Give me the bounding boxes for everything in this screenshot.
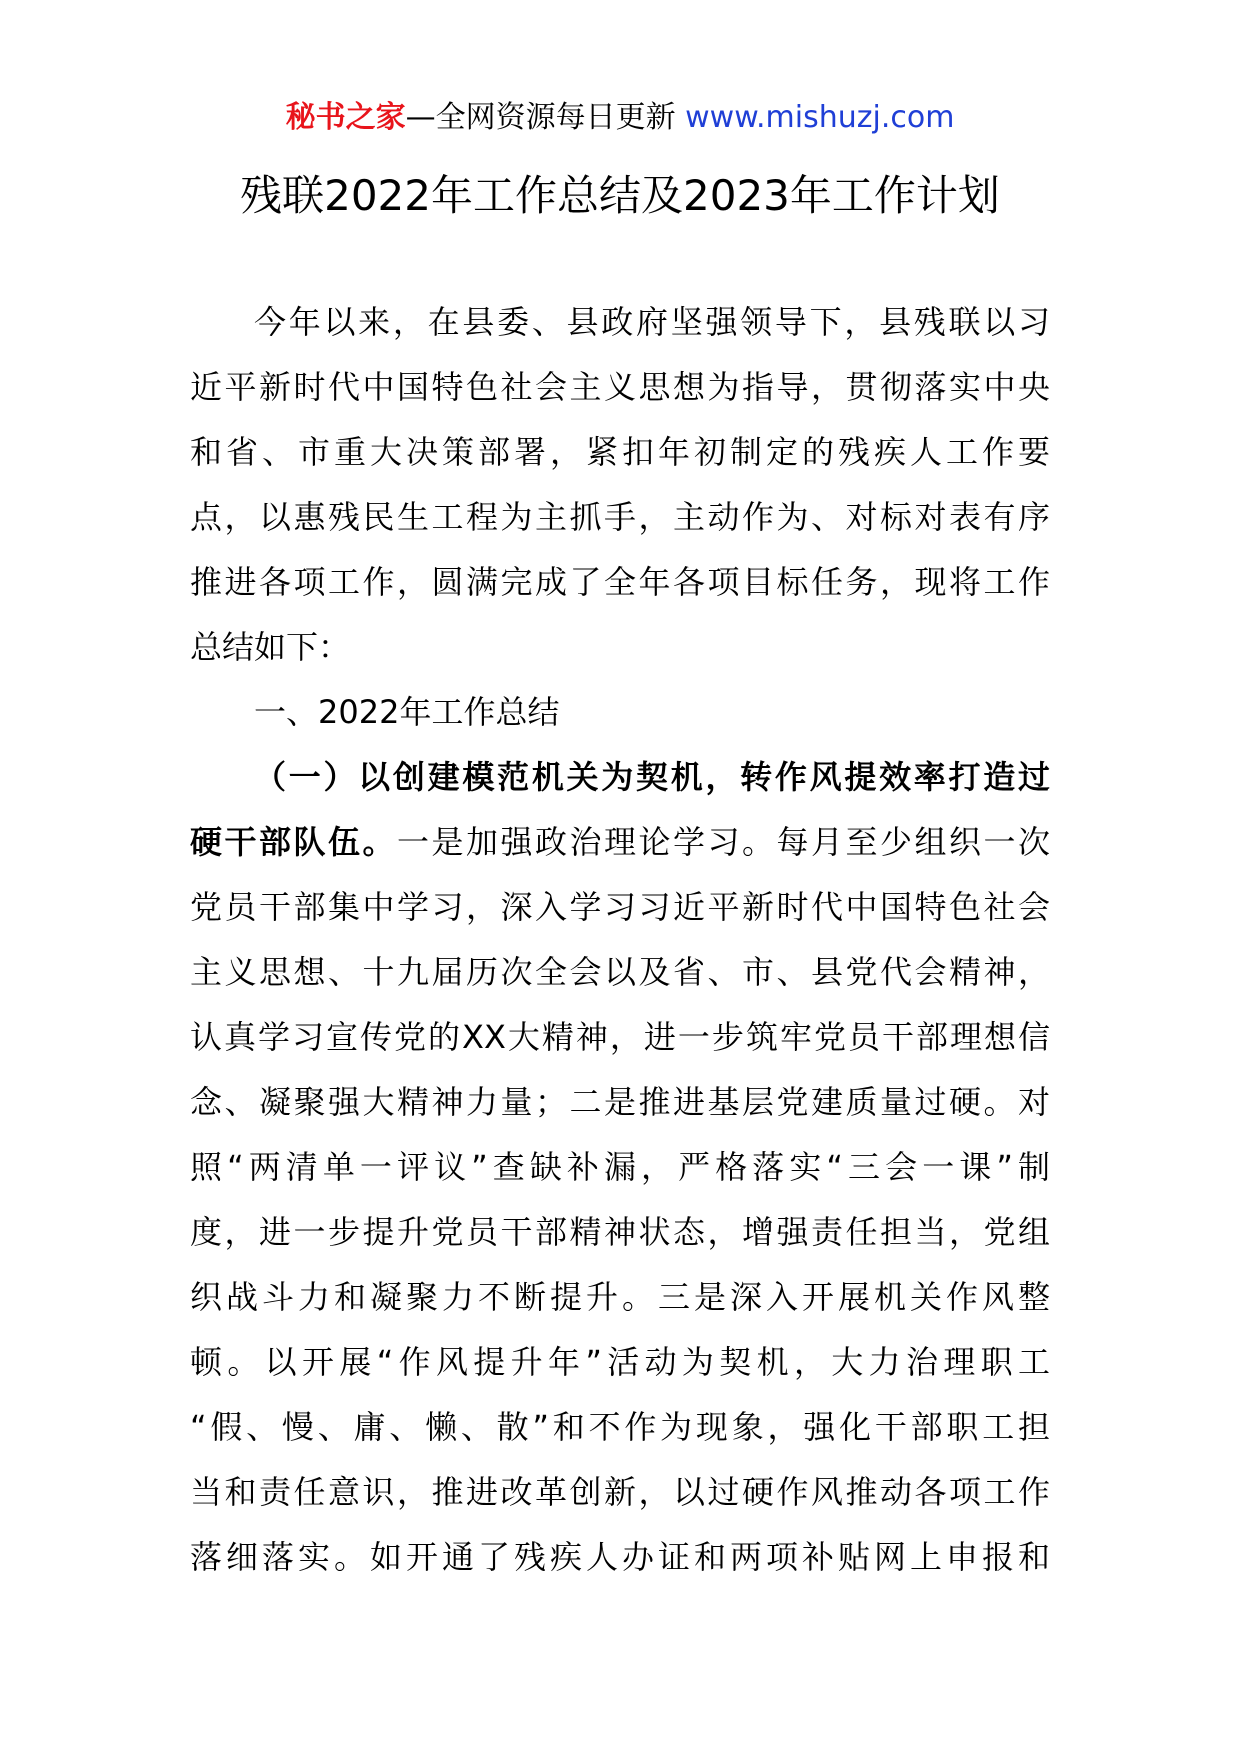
- document-title: 残联2022年工作总结及2023年工作计划: [240, 171, 1000, 220]
- site-header: [0, 98, 1240, 138]
- paragraph-line: 推进各项工作，圆满完成了全年各项目标任务，现将工作: [190, 563, 1050, 601]
- paragraph-line: “假、慢、庸、懒、散”和不作为现象，强化干部职工担: [190, 1408, 1050, 1446]
- paragraph-line: 和省、市重大决策部署，紧扣年初制定的残疾人工作要: [190, 433, 1050, 471]
- paragraph-line: 总结如下：: [190, 628, 351, 666]
- document-body: [190, 290, 1050, 1590]
- site-brand: 秘书之家: [285, 100, 406, 135]
- paragraph-line: 认真学习宣传党的XX大精神，进一步筑牢党员干部理想信: [190, 1018, 1050, 1056]
- paragraph-line: 度，进一步提升党员干部精神状态，增强责任担当，党组: [190, 1213, 1050, 1251]
- paragraph-line: 念、凝聚强大精神力量；二是推进基层党建质量过硬。对: [190, 1083, 1050, 1121]
- subsection-heading-end: 硬干部队伍。: [190, 823, 397, 861]
- paragraph-line: 近平新时代中国特色社会主义思想为指导，贯彻落实中央: [190, 368, 1050, 406]
- site-tagline: —全网资源每日更新: [405, 100, 686, 135]
- paragraph-line: 当和责任意识，推进改革创新，以过硬作风推动各项工作: [190, 1473, 1050, 1511]
- paragraph-line: 顿。以开展“作风提升年”活动为契机，大力治理职工: [190, 1343, 1050, 1381]
- paragraph-line: 落细落实。如开通了残疾人办证和两项补贴网上申报和: [190, 1538, 1050, 1576]
- paragraph-line: 今年以来，在县委、县政府坚强领导下，县残联以习: [254, 303, 1050, 341]
- paragraph-text: 一是加强政治理论学习。每月至少组织一次: [397, 823, 1050, 861]
- section-heading: 一、2022年工作总结: [254, 693, 560, 731]
- site-url-link[interactable]: www.mishuzj.com: [685, 100, 955, 135]
- paragraph-line: [190, 810, 1050, 875]
- paragraph-line: 党员干部集中学习，深入学习习近平新时代中国特色社会: [190, 888, 1050, 926]
- paragraph-line: 照“两清单一评议”查缺补漏，严格落实“三会一课”制: [190, 1148, 1050, 1186]
- paragraph-line: 织战斗力和凝聚力不断提升。三是深入开展机关作风整: [190, 1278, 1050, 1316]
- paragraph-line: 点，以惠残民生工程为主抓手，主动作为、对标对表有序: [190, 498, 1050, 536]
- subsection-heading: （一）以创建模范机关为契机，转作风提效率打造过: [254, 758, 1050, 796]
- paragraph-line: 主义思想、十九届历次全会以及省、市、县党代会精神，: [190, 953, 1050, 991]
